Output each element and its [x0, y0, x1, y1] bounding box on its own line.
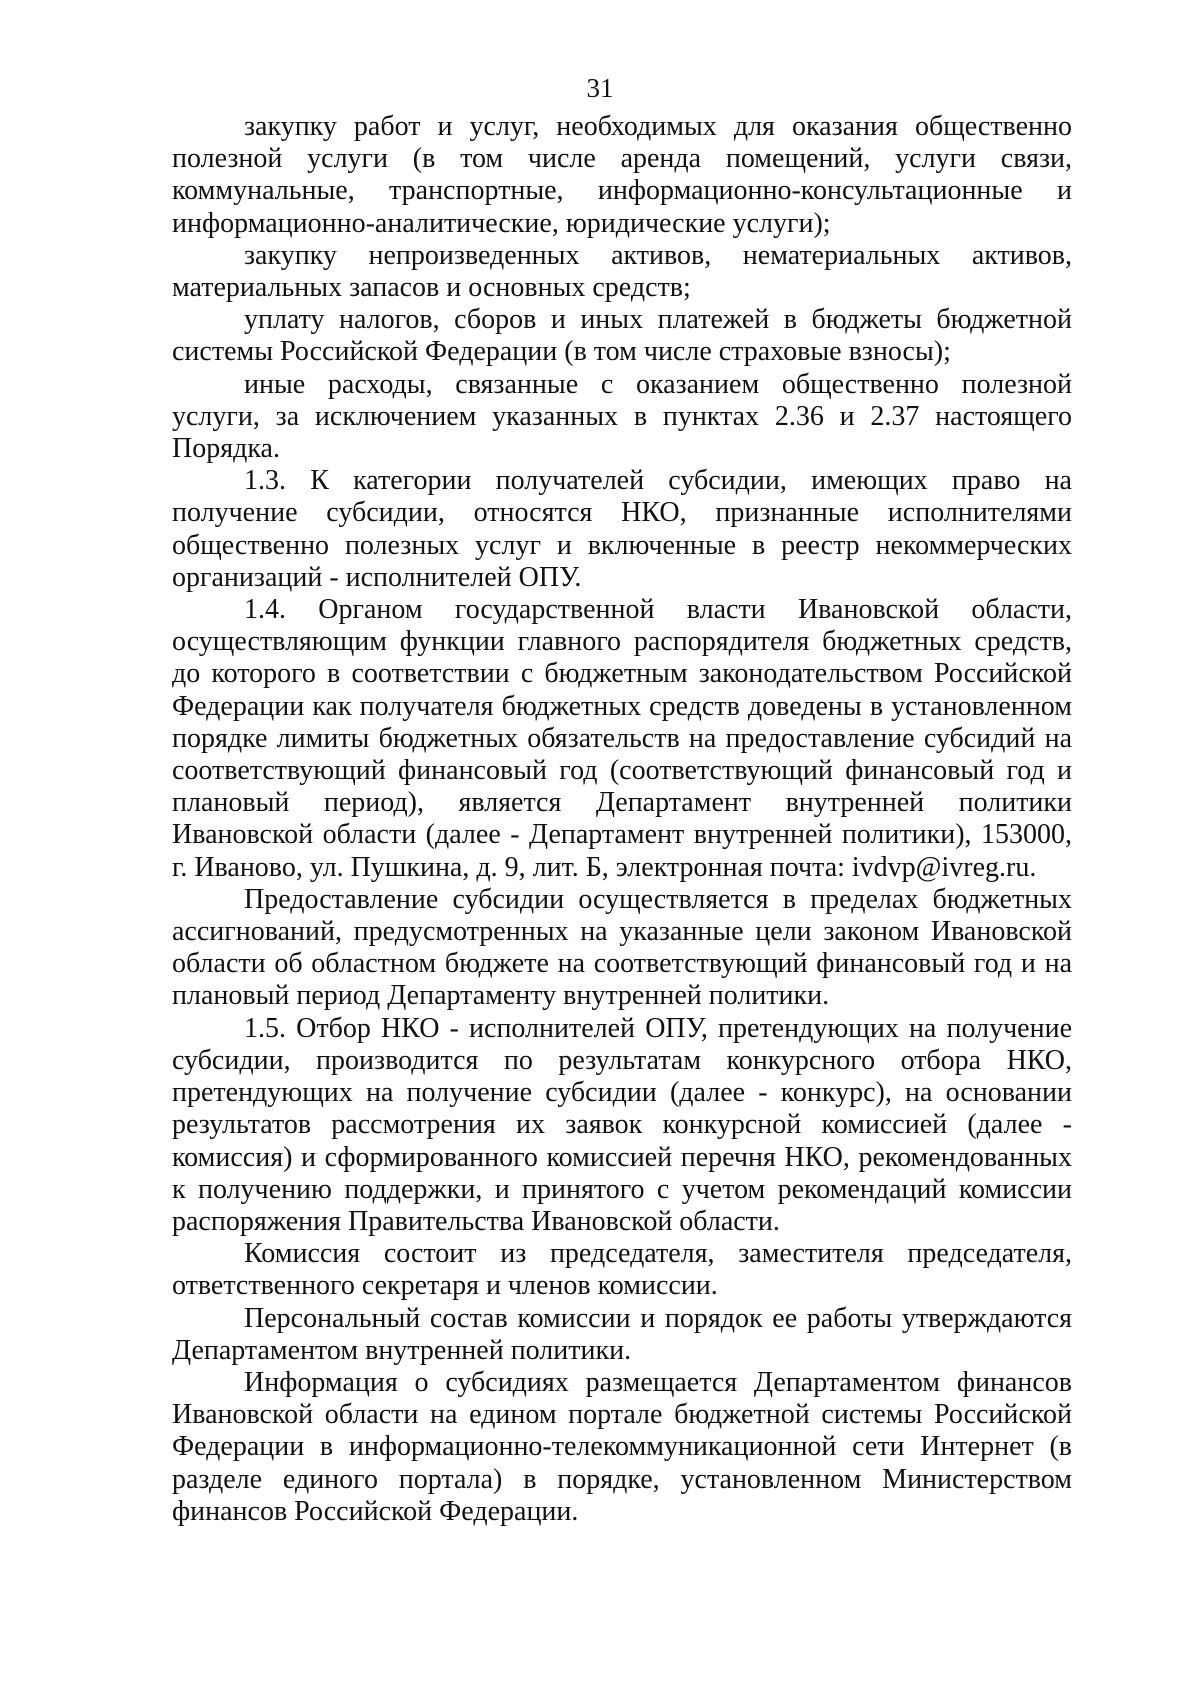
document-body [172, 111, 1072, 1528]
paragraph-other-expenses: иные расходы, связанные с оказанием общественно полезной услуги, за исключением указанных в пунктах 2.36 и 2.37 настоящего Порядка. [172, 368, 1072, 465]
paragraph-commission-personnel: Персональный состав комиссии и порядок ее работы утверждаются Департаментом внутренней политики. [172, 1302, 1072, 1366]
paragraph-works-services: закупку работ и услуг, необходимых для оказания общественно полезной услуги (в том числе аренда помещений, услуги связи, коммунальные, транспортные, информационно-консультационные и информационно-аналитические, юридические услуги); [172, 111, 1072, 239]
paragraph-taxes: уплату налогов, сборов и иных платежей в бюджеты бюджетной системы Российской Федерации (в том числе страховые взносы); [172, 304, 1072, 368]
page-number: 31 [586, 73, 614, 103]
paragraph-subsidy-provision: Предоставление субсидии осуществляется в пределах бюджетных ассигнований, предусмотренных на указанные цели законом Ивановской области об областном бюджете на соответствующий финансовый год и на плановый период Департаменту внутренней политики. [172, 883, 1072, 1012]
paragraph-commission-composition: Комиссия состоит из председателя, заместителя председателя, ответственного секретаря и членов комиссии. [172, 1238, 1072, 1302]
paragraph-section-1-5: 1.5. Отбор НКО - исполнителей ОПУ, претендующих на получение субсидии, производится по результатам конкурсного отбора НКО, претендующих на получение субсидии (далее - конкурс), на основании результатов рассмотрения их заявок конкурсной комиссией (далее - комиссия) и сформированного комиссией перечня НКО, рекомендованных к получению поддержки, и принятого с учетом рекомендаций комиссии распоряжения Правительства Ивановской области. [172, 1012, 1072, 1237]
paragraph-subsidy-information: Информация о субсидиях размещается Департаментом финансов Ивановской области на едином портале бюджетной системы Российской Федерации в информационно-телекоммуникационной сети Интернет (в разделе единого портала) в порядке, установленном Министерством финансов Российской Федерации. [172, 1366, 1072, 1527]
paragraph-assets: закупку непроизведенных активов, нематериальных активов, материальных запасов и основных средств; [172, 239, 1072, 304]
paragraph-section-1-3: 1.3. К категории получателей субсидии, имеющих право на получение субсидии, относятся НКО, признанные исполнителями общественно полезных услуг и включенные в реестр некоммерческих организаций - исполнителей ОПУ. [172, 465, 1072, 593]
paragraph-section-1-4: 1.4. Органом государственной власти Ивановской области, осуществляющим функции главного распорядителя бюджетных средств, до которого в соответствии с бюджетным законодательством Российской Федерации как получателя бюджетных средств доведены в установленном порядке лимиты бюджетных обязательств на предоставление субсидий на соответствующий финансовый год (соответствующий финансовый год и плановый период), является Департамент внутренней политики Ивановской области (далее - Департамент внутренней политики), 153000, г. Иваново, ул. Пушкина, д. 9, лит. Б, электронная почта: ivdvp@ivreg.ru. [172, 594, 1072, 883]
